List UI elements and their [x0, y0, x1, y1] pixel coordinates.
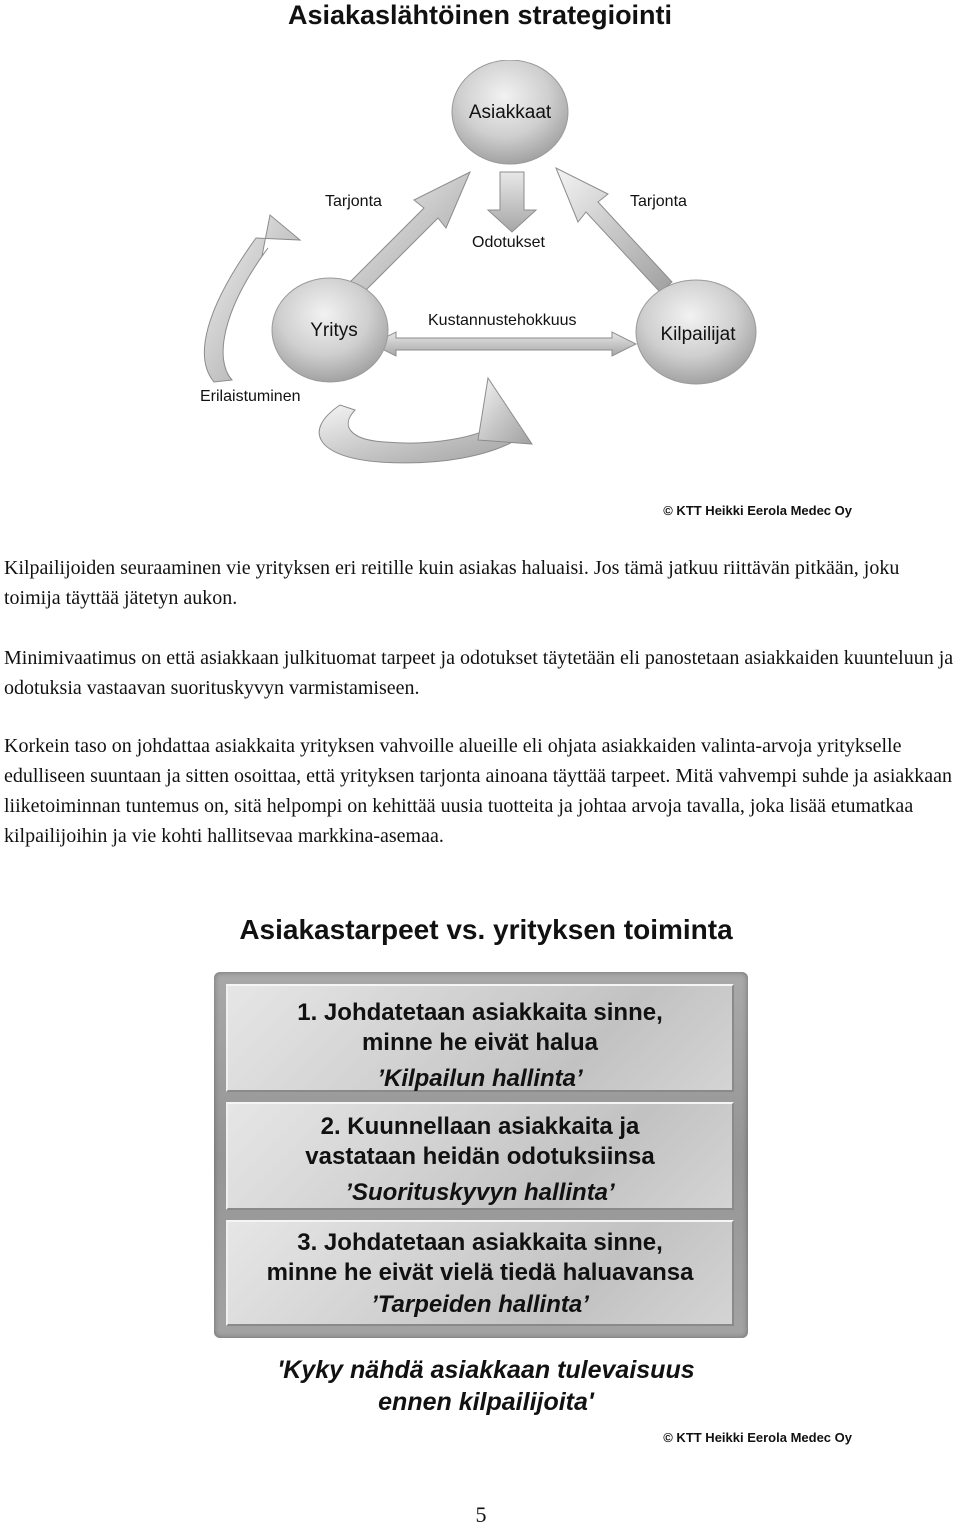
- paragraph-3: Korkein taso on johdattaa asiakkaita yrityksen vahvoille alueille eli ohjata asiakkaiden valinta-arvoja yritykselle edulliseen suuntaan ja sitten osoittaa, että yrityksen tarjonta ainoana täyttää tarpeet. Mitä vahvempi suhde ja asiakkaan liiketoiminnan tuntemus on, sitä helpompi on kehittää uusia tuotteita ja johtaa arvoja tavalla, joka lisää etumatkaa kilpailijoihin ja vie kohti hallitsevaa markkina-asemaa.: [4, 735, 953, 847]
- paragraph-2: Minimivaatimus on että asiakkaan julkituomat tarpeet ja odotukset täytetään eli panostetaan asiakkaiden kuunteluun ja odotuksia vastaavan suorituskyvyn varmistamiseen.: [4, 647, 954, 699]
- paragraph-1: Kilpailijoiden seuraaminen vie yrityksen eri reitille kuin asiakas haluaisi. Jos tämä jatkuu riittävän pitkään, joku toimija täyttää jätetyn aukon.: [4, 557, 900, 609]
- competitors-label: Kilpailijat: [660, 324, 736, 345]
- page-title: Asiakaslähtöinen strategiointi: [287, 0, 673, 30]
- level-box-2: [226, 1102, 734, 1210]
- level-2-line1: 2. Kuunnellaan asiakkaita ja: [320, 1113, 640, 1140]
- differentiation-arrowhead: [478, 378, 532, 444]
- company-label: Yritys: [310, 320, 358, 341]
- expectations-arrow: [488, 172, 536, 232]
- page-number: 5: [475, 1502, 487, 1527]
- offering-arrow-right: [556, 168, 672, 292]
- offering-arrow-left: [344, 172, 470, 298]
- strategy-diagram: [0, 60, 960, 480]
- quote-line1: 'Kyky nähdä asiakkaan tulevaisuus: [277, 1356, 695, 1384]
- level-1-line2: minne he eivät halua: [361, 1029, 599, 1056]
- offering-right-label: Tarjonta: [630, 193, 687, 210]
- expectations-label: Odotukset: [472, 234, 545, 251]
- quote: [0, 1354, 960, 1418]
- level-3-subtitle: ’Tarpeiden hallinta’: [371, 1291, 589, 1318]
- copyright-bottom: © KTT Heikki Eerola Medec Oy: [663, 1430, 852, 1445]
- customers-label: Asiakkaat: [468, 102, 552, 123]
- level-box-3: [226, 1220, 734, 1326]
- section-title: Asiakastarpeet vs. yrityksen toiminta: [239, 914, 733, 945]
- level-3-line2: minne he eivät vielä tiedä haluavansa: [266, 1259, 694, 1286]
- copyright-top: © KTT Heikki Eerola Medec Oy: [663, 503, 852, 518]
- level-box-1: [226, 984, 734, 1092]
- level-2-line2: vastataan heidän odotuksiinsa: [305, 1143, 655, 1170]
- level-3-line1: 3. Johdatetaan asiakkaita sinne,: [297, 1229, 663, 1256]
- level-1-line1: 1. Johdatetaan asiakkaita sinne,: [297, 999, 663, 1026]
- cost-efficiency-arrow: [372, 332, 636, 356]
- differentiation-label: Erilaistuminen: [200, 388, 301, 405]
- quote-line2: ennen kilpailijoita': [378, 1388, 594, 1416]
- offering-left-label: Tarjonta: [325, 193, 382, 210]
- level-1-subtitle: ’Kilpailun hallinta’: [377, 1065, 583, 1092]
- level-2-subtitle: ’Suorituskyvyn hallinta’: [345, 1179, 615, 1206]
- cost-efficiency-label: Kustannustehokkuus: [428, 312, 577, 329]
- levels-panel: [214, 972, 748, 1338]
